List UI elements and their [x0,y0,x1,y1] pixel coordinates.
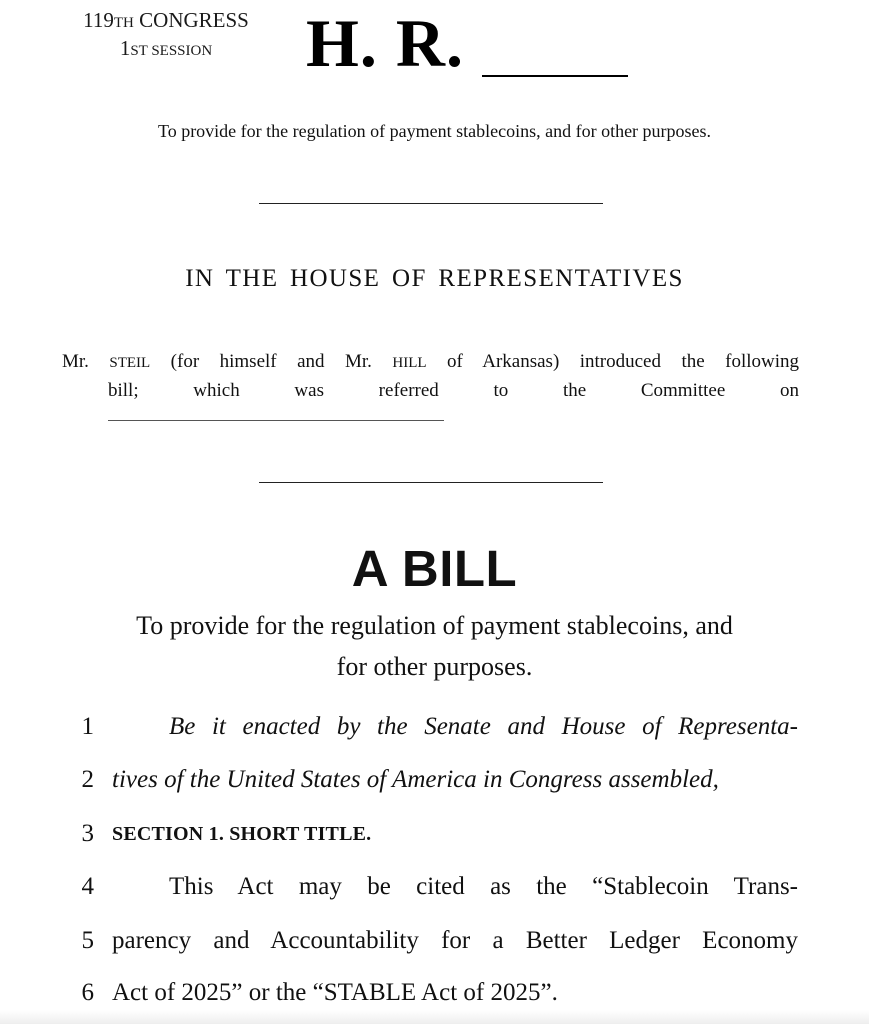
bill-type-title: H. R. [306,5,464,81]
introduction-statement [62,348,799,404]
full-purpose [0,605,869,687]
congress-label [62,8,270,36]
full-purpose-line-2: for other purposes. [336,652,533,681]
bill-line [0,867,869,907]
intro-mid: (for himself and Mr. [150,351,393,372]
session-suffix: ST [130,43,148,59]
congress-session-block [62,8,270,64]
line-number: 4 [81,873,94,900]
bill-heading: A BILL [351,540,518,597]
chamber-heading: IN THE HOUSE OF REPRESENTATIVES [185,265,684,292]
sponsor-name: STEIL [109,355,151,371]
intro-prefix: Mr. [62,351,110,372]
committee-blank [108,420,444,421]
line-number: 2 [81,766,94,793]
congress-number: 119 [83,8,114,32]
line-text: parency and Accountability for a Better Ledger Economy [112,927,798,954]
line-text: tives of the United States of America in Congress assembled, [112,766,719,793]
cosponsor-name: HILL [392,355,427,371]
line-number: 5 [81,927,94,954]
line-number: 3 [81,820,94,847]
divider-rule [259,482,603,483]
full-purpose-line-1: To provide for the regulation of payment stablecoins, and [136,611,733,640]
bill-line [0,707,869,747]
congress-word: CONGRESS [133,8,249,32]
line-text: Act of 2025” or the “STABLE Act of 2025”. [112,979,558,1006]
intro-suffix: of Arkansas) introduced the following [426,351,800,372]
bill-number-blank [482,75,628,77]
line-text: This Act may be cited as the “Stablecoin Trans- [169,873,798,900]
session-word: SESSION [147,43,213,59]
introduction-line-2: bill; which was referred to the Committee on [108,380,799,401]
bill-line [0,973,869,1013]
bill-line [0,760,869,800]
line-number: 6 [81,979,94,1006]
line-text: Be it enacted by the Senate and House of Representa- [169,713,798,740]
line-number: 1 [81,713,94,740]
session-number: 1 [119,36,131,60]
page-bottom-edge [0,1010,869,1024]
section-heading: SECTION 1. SHORT TITLE. [112,823,372,845]
divider-rule [259,203,603,204]
bill-line [0,814,869,854]
session-label [62,36,270,64]
short-purpose: To provide for the regulation of payment stablecoins, and for other purposes. [157,121,712,141]
bill-line [0,921,869,961]
congress-suffix: TH [113,15,134,31]
introduction-line-1 [62,348,799,377]
